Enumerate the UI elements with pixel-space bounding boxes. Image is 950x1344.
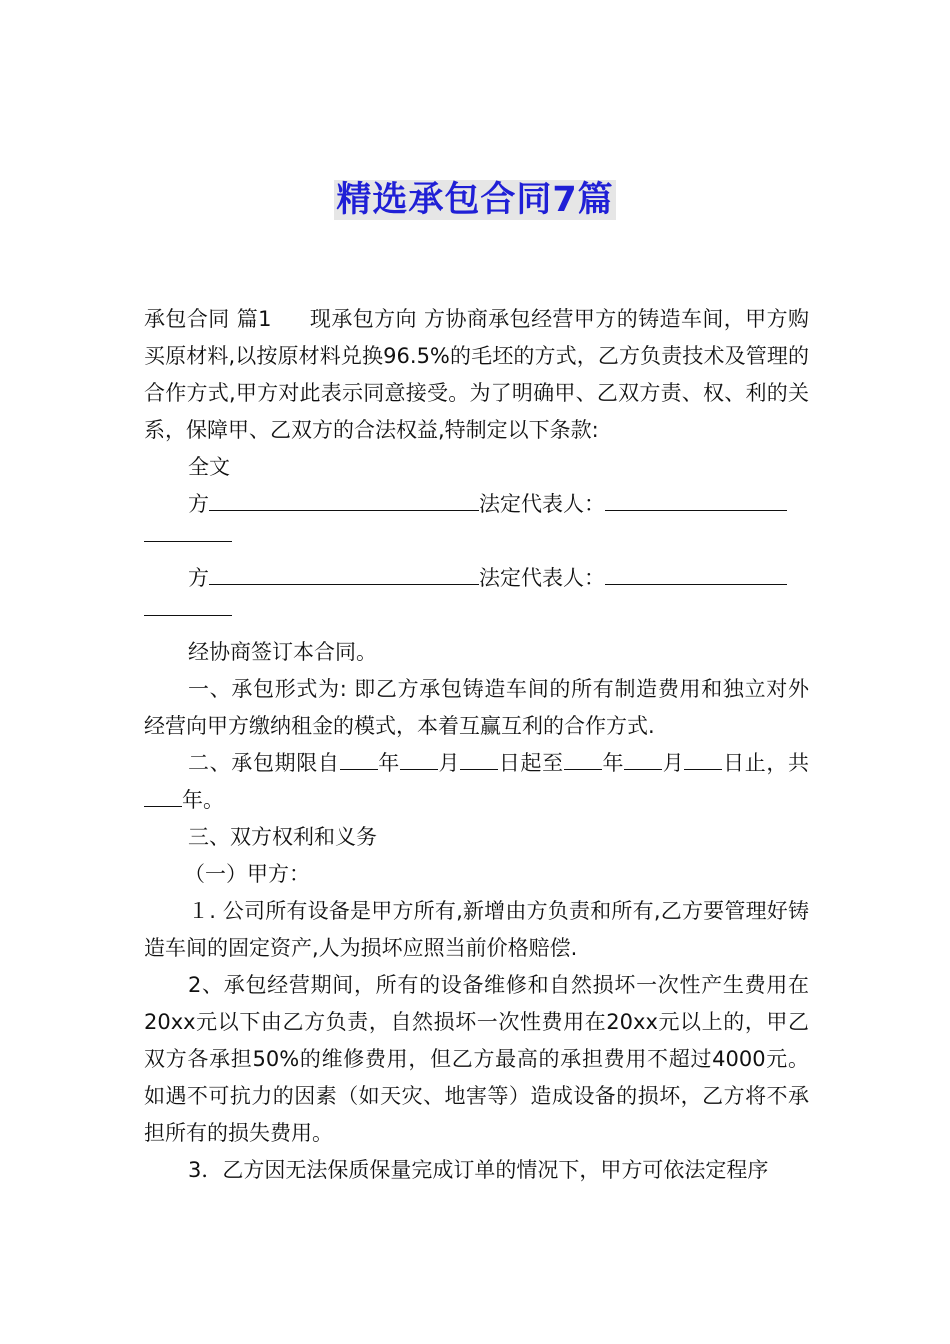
end-day-blank	[684, 749, 722, 770]
party-a-rep-blank-cont	[144, 523, 232, 542]
party-a-rep-label: 法定代表人：	[479, 492, 605, 516]
item-2: 2、承包经营期间，所有的设备维修和自然损坏一次性产生费用在20xx元以下由乙方负责，自然损坏一次性费用在20xx元以上的，甲乙双方各承担50%的维修费用，但乙方最高的承担费用不超过4000元。如遇不可抗力的因素（如天灾、地害等）造成设备的损坏，乙方将不承担所有的损失费用。	[144, 973, 809, 1145]
total-years-blank	[144, 786, 182, 807]
start-month-blank	[400, 749, 438, 770]
clause-2-month2: 月	[662, 751, 685, 775]
party-b-line	[144, 560, 809, 597]
full-text-label: 全文	[188, 455, 230, 479]
clause-2	[144, 745, 809, 819]
clause-3: 三、双方权利和义务	[188, 825, 377, 849]
agreement-text: 经协商签订本合同。	[188, 640, 377, 664]
intro-paragraph	[144, 301, 809, 449]
clause-1: 一、承包形式为: 即乙方承包铸造车间的所有制造费用和独立对外经营向甲方缴纳租金的模式，本着互赢互利的合作方式.	[144, 677, 809, 738]
party-b-rep-blank	[605, 564, 787, 585]
party-b-blank	[209, 564, 479, 585]
party-a-heading: （一）甲方：	[184, 862, 310, 886]
clause-2-start: 二、承包期限自	[188, 751, 340, 775]
title-text: 精选承包合同7篇	[336, 180, 614, 220]
end-month-blank	[624, 749, 662, 770]
party-b-prefix: 方	[188, 566, 209, 590]
clause-2-year2: 年	[601, 751, 625, 775]
party-b-rep-blank-cont	[144, 597, 232, 616]
party-a-line	[144, 486, 809, 523]
clause-2-year1: 年	[377, 751, 400, 775]
end-year-blank	[564, 749, 602, 770]
start-day-blank	[460, 749, 498, 770]
party-b-rep-label: 法定代表人：	[479, 566, 605, 590]
clause-2-month1: 月	[437, 751, 461, 775]
document-title	[0, 176, 950, 224]
item-3: 3．乙方因无法保质保量完成订单的情况下，甲方可依法定程序	[188, 1158, 769, 1182]
party-a-blank	[209, 490, 479, 511]
section-label: 承包合同 篇1	[144, 307, 272, 331]
party-a-prefix: 方	[188, 492, 209, 516]
document-body	[144, 301, 809, 1189]
item-1: １. 公司所有设备是甲方所有,新增由方负责和所有,乙方要管理好铸造车间的固定资产,人为损坏应照当前价格赔偿.	[144, 899, 809, 960]
clause-2-end: 年。	[182, 788, 224, 812]
party-a-rep-blank	[605, 490, 787, 511]
intro-text: 现承包方向 方协商承包经营甲方的铸造车间，甲方购买原材料,以按原材料兑换96.5%的毛坯的方式，乙方负责技术及管理的合作方式,甲方对此表示同意接受。为了明确甲、乙双方责、权、利的关系，保障甲、乙双方的合法权益,特制定以下条款:	[144, 307, 809, 442]
clause-2-day1: 日起至	[498, 751, 564, 775]
clause-2-day2: 日止，共	[722, 751, 810, 775]
start-year-blank	[340, 749, 378, 770]
